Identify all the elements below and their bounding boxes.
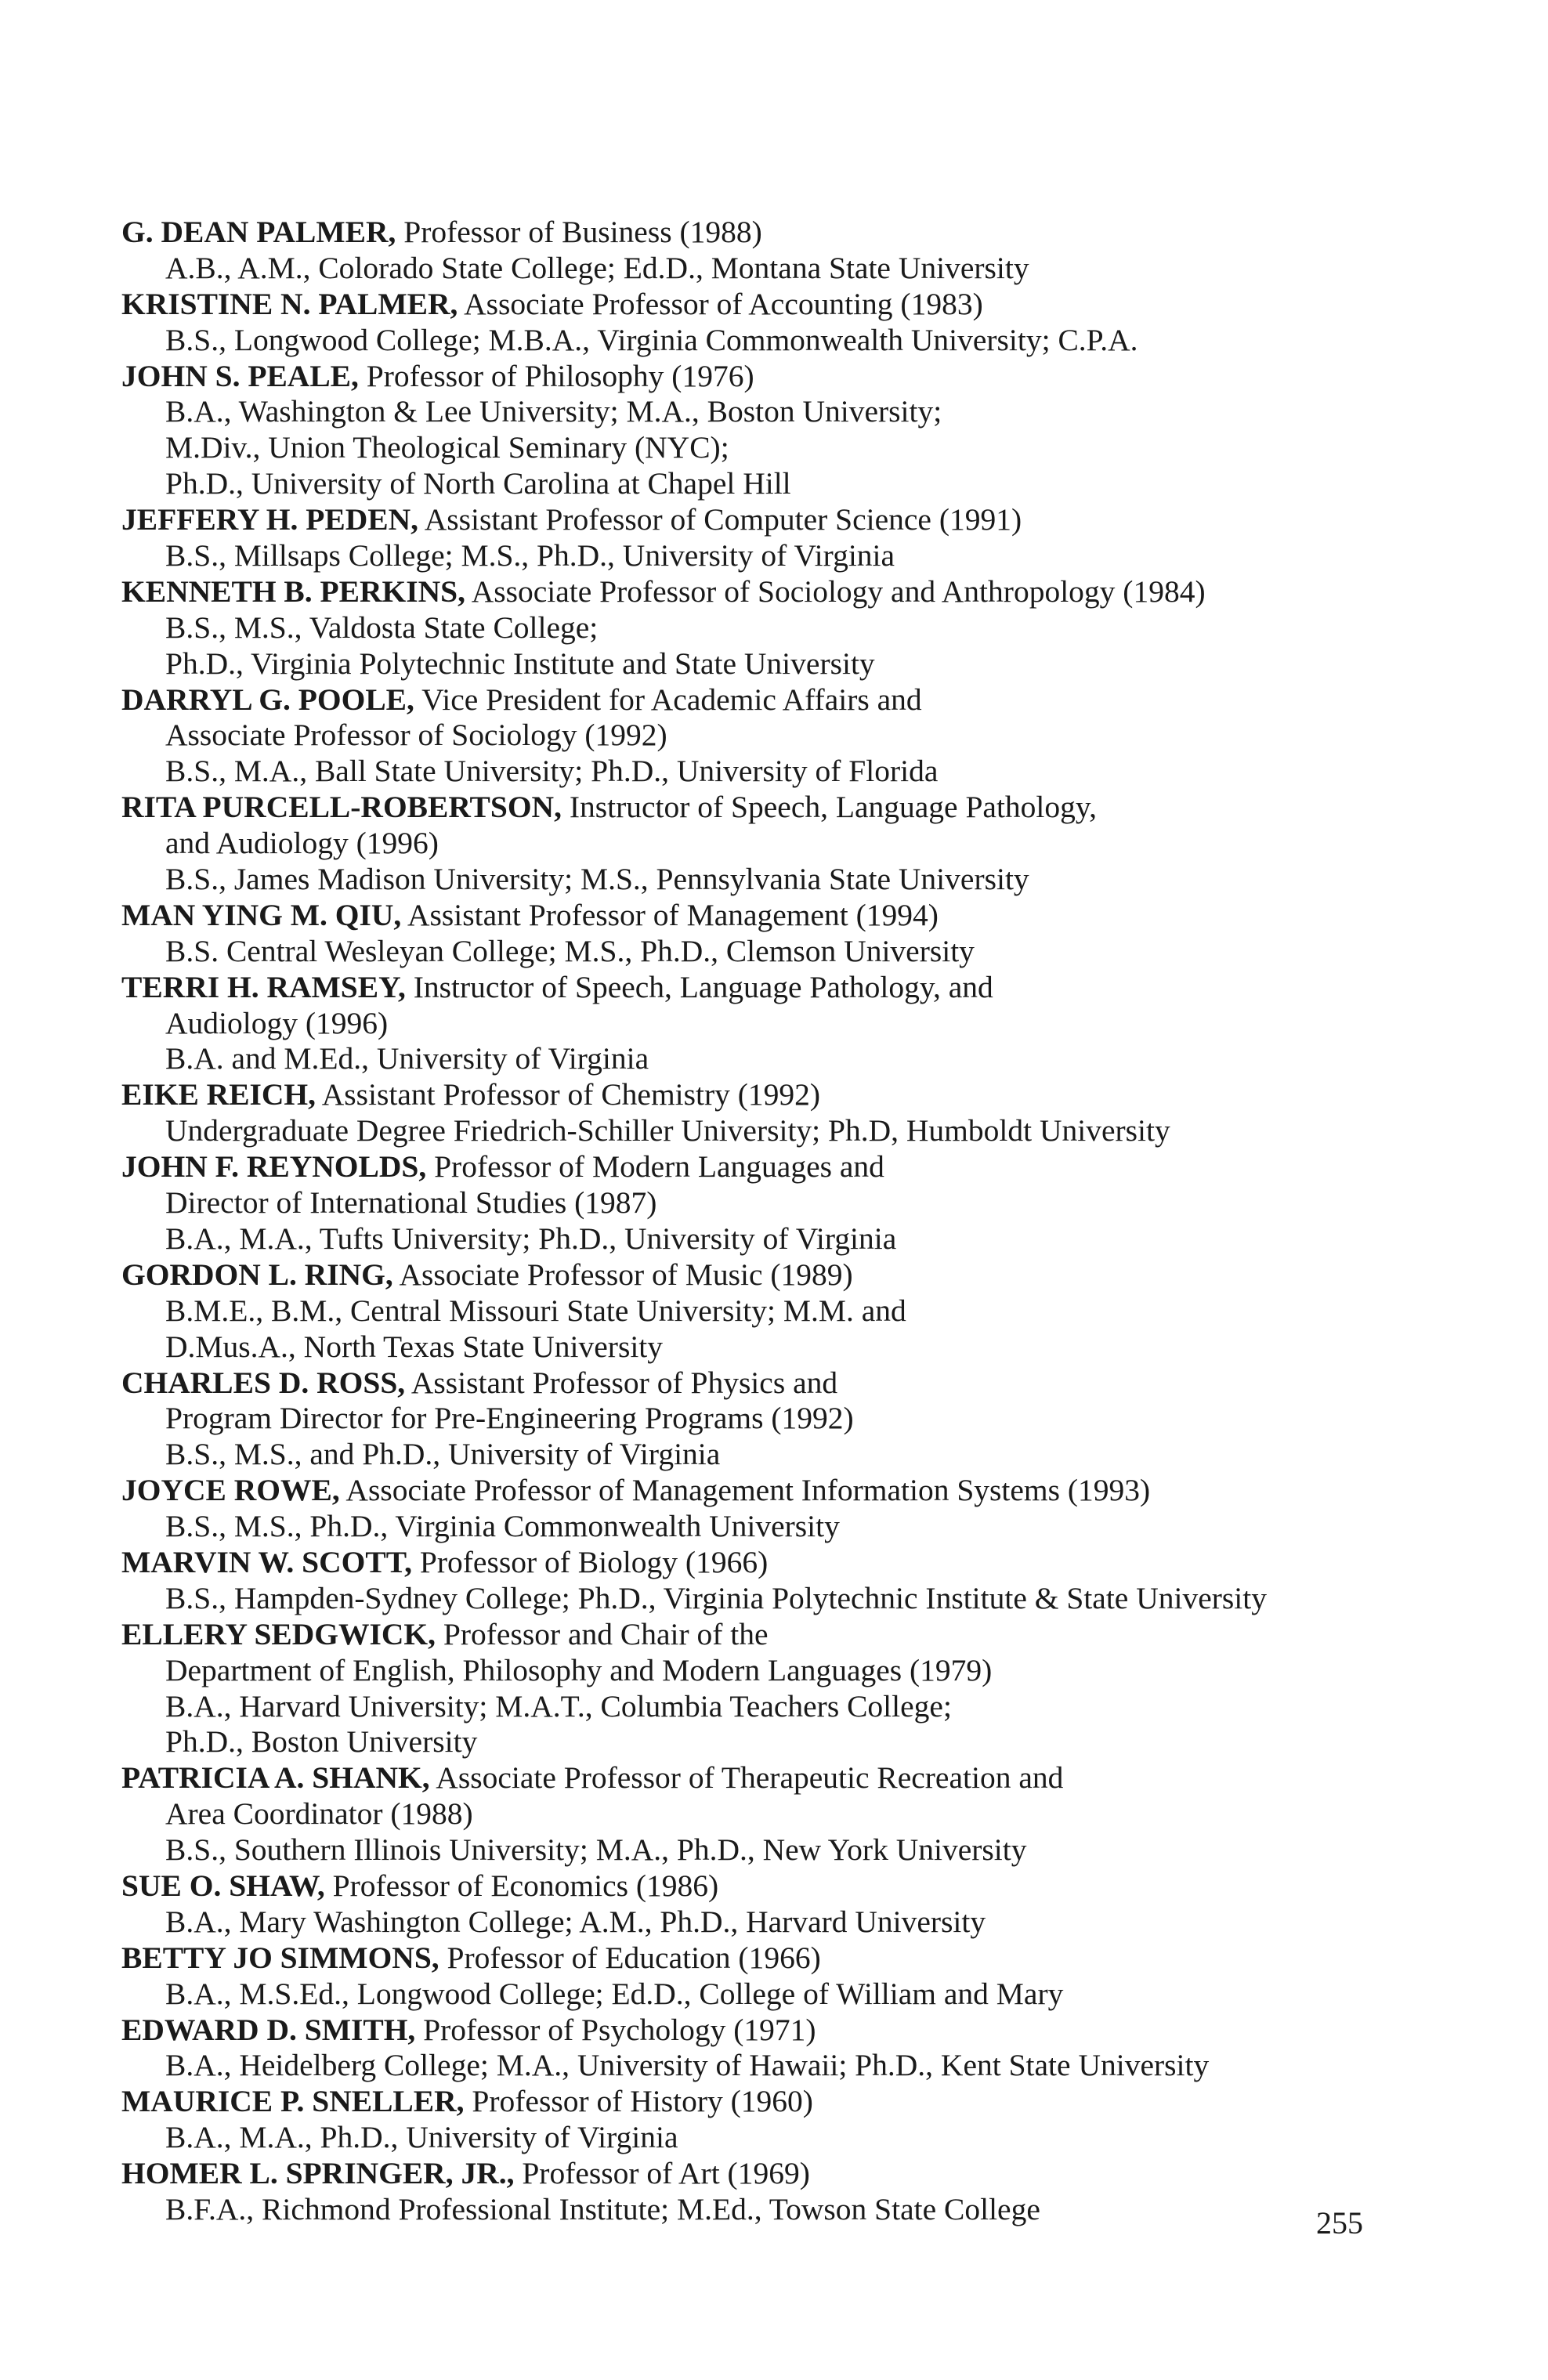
faculty-title: Associate Professor of Sociology and Anthropology (1984)	[471, 573, 1206, 609]
entry-heading	[121, 1545, 1453, 1581]
faculty-name: PATRICIA A. SHANK,	[121, 1760, 430, 1796]
faculty-title: Associate Professor of Therapeutic Recreation and	[436, 1760, 1064, 1796]
faculty-name: TERRI H. RAMSEY,	[121, 969, 406, 1004]
faculty-entry	[121, 1617, 1453, 1761]
faculty-title: Associate Professor of Management Information Systems (1993)	[345, 1473, 1151, 1508]
faculty-name: DARRYL G. POOLE,	[121, 682, 414, 717]
entry-heading	[121, 1365, 1453, 1402]
faculty-title: Professor and Chair of the	[443, 1616, 769, 1651]
faculty-title-continued: Department of English, Philosophy and Modern Languages (1979)	[165, 1652, 993, 1687]
entry-heading	[121, 682, 1453, 718]
faculty-degrees: M.Div., Union Theological Seminary (NYC);	[165, 430, 729, 465]
faculty-degrees: B.F.A., Richmond Professional Institute; M.Ed., Towson State College	[165, 2191, 1040, 2226]
entry-heading	[121, 1473, 1453, 1509]
faculty-degrees: B.S., Hampden-Sydney College; Ph.D., Virginia Polytechnic Institute & State University	[165, 1580, 1267, 1615]
faculty-entry	[121, 1149, 1453, 1257]
faculty-title-continued: Director of International Studies (1987)	[165, 1185, 657, 1221]
entry-heading	[121, 359, 1453, 395]
entry-heading	[121, 1257, 1453, 1293]
entry-heading	[121, 1760, 1453, 1796]
entry-heading	[121, 1149, 1453, 1185]
page-number: 255	[1316, 2205, 1363, 2241]
faculty-entry	[121, 1257, 1453, 1365]
entry-heading	[121, 970, 1453, 1006]
faculty-degrees: A.B., A.M., Colorado State College; Ed.D., Montana State University	[165, 250, 1029, 285]
faculty-degrees: B.A., M.A., Ph.D., University of Virginia	[165, 2120, 678, 2155]
faculty-degrees: B.A., M.S.Ed., Longwood College; Ed.D., College of William and Mary	[165, 1976, 1064, 2011]
faculty-title: Professor of Modern Languages and	[434, 1149, 884, 1185]
faculty-title-continued: Area Coordinator (1988)	[165, 1796, 473, 1832]
faculty-entry	[121, 2084, 1453, 2156]
faculty-name: ELLERY SEDGWICK,	[121, 1616, 436, 1651]
faculty-degrees: B.M.E., B.M., Central Missouri State University; M.M. and	[165, 1293, 906, 1328]
faculty-entry	[121, 970, 1453, 1078]
faculty-title: Professor of Business (1988)	[403, 215, 762, 249]
entry-heading	[121, 1868, 1453, 1904]
faculty-degrees: B.S., M.S., and Ph.D., University of Virginia	[165, 1437, 721, 1472]
faculty-entry	[121, 287, 1453, 359]
faculty-entry	[121, 2156, 1453, 2228]
faculty-title: Assistant Professor of Physics and	[411, 1365, 838, 1400]
faculty-title: Professor of Economics (1986)	[332, 1868, 719, 1903]
faculty-title: Professor of Biology (1966)	[419, 1544, 769, 1579]
faculty-degrees: B.A., Harvard University; M.A.T., Columbia Teachers College;	[165, 1688, 952, 1724]
faculty-degrees: D.Mus.A., North Texas State University	[165, 1329, 664, 1364]
faculty-title: Vice President for Academic Affairs and	[421, 682, 922, 717]
faculty-degrees: Ph.D., University of North Carolina at Chapel Hill	[165, 466, 791, 501]
faculty-entry	[121, 1473, 1453, 1545]
faculty-name: KRISTINE N. PALMER,	[121, 286, 458, 321]
faculty-degrees: B.A., M.A., Tufts University; Ph.D., University of Virginia	[165, 1221, 897, 1256]
faculty-name: CHARLES D. ROSS,	[121, 1365, 406, 1400]
faculty-name: KENNETH B. PERKINS,	[121, 573, 465, 609]
entry-heading	[121, 2013, 1453, 2049]
faculty-name: GORDON L. RING,	[121, 1257, 393, 1292]
faculty-title: Professor of History (1960)	[472, 2084, 813, 2119]
faculty-title: Associate Professor of Music (1989)	[399, 1257, 853, 1292]
faculty-degrees: B.A., Heidelberg College; M.A., University of Hawaii; Ph.D., Kent State University	[165, 2048, 1210, 2083]
faculty-name: JOHN S. PEALE,	[121, 358, 359, 393]
faculty-name: G. DEAN PALMER,	[121, 215, 396, 249]
faculty-degrees: Ph.D., Virginia Polytechnic Institute and State University	[165, 646, 875, 681]
faculty-degrees: B.A., Mary Washington College; A.M., Ph.D., Harvard University	[165, 1904, 986, 1939]
faculty-title: Associate Professor of Accounting (1983)	[464, 286, 983, 321]
faculty-entry	[121, 502, 1453, 574]
faculty-degrees: Ph.D., Boston University	[165, 1724, 478, 1760]
entry-heading	[121, 2156, 1453, 2192]
entry-heading	[121, 574, 1453, 610]
entry-heading	[121, 790, 1453, 826]
faculty-degrees: B.S., Millsaps College; M.S., Ph.D., University of Virginia	[165, 538, 895, 573]
faculty-name: RITA PURCELL-ROBERTSON,	[121, 790, 562, 825]
faculty-name: EDWARD D. SMITH,	[121, 2012, 416, 2047]
faculty-entry	[121, 1760, 1453, 1868]
faculty-title: Assistant Professor of Chemistry (1992)	[321, 1077, 821, 1112]
faculty-entry	[121, 1077, 1453, 1149]
faculty-entry	[121, 898, 1453, 970]
faculty-title: Professor of Psychology (1971)	[423, 2012, 816, 2047]
faculty-entry	[121, 790, 1453, 898]
faculty-degrees: B.A., Washington & Lee University; M.A., Boston University;	[165, 394, 942, 429]
faculty-degrees: B.S., Southern Illinois University; M.A., Ph.D., New York University	[165, 1832, 1027, 1868]
faculty-entry	[121, 1365, 1453, 1474]
faculty-entry	[121, 215, 1453, 287]
faculty-name: JOYCE ROWE,	[121, 1473, 340, 1508]
entry-heading	[121, 287, 1453, 323]
faculty-name: JEFFERY H. PEDEN,	[121, 502, 418, 537]
entry-heading	[121, 2084, 1453, 2120]
faculty-entry	[121, 1545, 1453, 1617]
faculty-title-continued: Program Director for Pre-Engineering Programs (1992)	[165, 1401, 854, 1436]
faculty-title-continued: and Audiology (1996)	[165, 826, 439, 861]
faculty-title-continued: Audiology (1996)	[165, 1005, 389, 1040]
faculty-degrees: B.S., James Madison University; M.S., Pennsylvania State University	[165, 862, 1029, 897]
faculty-title: Professor of Art (1969)	[522, 2156, 810, 2191]
faculty-name: HOMER L. SPRINGER, JR.,	[121, 2156, 515, 2191]
faculty-entry	[121, 682, 1453, 790]
entry-heading	[121, 1617, 1453, 1653]
faculty-title: Professor of Education (1966)	[447, 1940, 821, 1975]
faculty-name: MAURICE P. SNELLER,	[121, 2084, 465, 2119]
faculty-title: Assistant Professor of Management (1994)	[407, 897, 939, 932]
faculty-degrees: B.S., M.S., Ph.D., Virginia Commonwealth University	[165, 1509, 840, 1544]
entry-heading	[121, 215, 1453, 251]
faculty-title-continued: Associate Professor of Sociology (1992)	[165, 718, 667, 753]
faculty-degrees: B.S., Longwood College; M.B.A., Virginia Commonwealth University; C.P.A.	[165, 322, 1138, 357]
faculty-name: MARVIN W. SCOTT,	[121, 1544, 413, 1579]
faculty-entry	[121, 1868, 1453, 1941]
entry-heading	[121, 1941, 1453, 1977]
faculty-title: Assistant Professor of Computer Science (1991)	[424, 502, 1022, 537]
faculty-name: JOHN F. REYNOLDS,	[121, 1149, 427, 1185]
faculty-entry	[121, 359, 1453, 503]
faculty-title: Instructor of Speech, Language Pathology,	[569, 790, 1097, 825]
faculty-listing	[121, 215, 1453, 2228]
entry-heading	[121, 502, 1453, 538]
faculty-degrees: B.S., M.S., Valdosta State College;	[165, 609, 599, 645]
faculty-name: BETTY JO SIMMONS,	[121, 1940, 439, 1975]
faculty-entry	[121, 2013, 1453, 2085]
faculty-name: EIKE REICH,	[121, 1077, 316, 1112]
faculty-degrees: B.A. and M.Ed., University of Virginia	[165, 1041, 649, 1076]
faculty-name: MAN YING M. QIU,	[121, 897, 402, 932]
faculty-degrees: Undergraduate Degree Friedrich-Schiller University; Ph.D, Humboldt University	[165, 1113, 1170, 1148]
faculty-title: Professor of Philosophy (1976)	[366, 358, 754, 393]
faculty-name: SUE O. SHAW,	[121, 1868, 325, 1903]
faculty-degrees: B.S. Central Wesleyan College; M.S., Ph.D., Clemson University	[165, 933, 975, 968]
faculty-entry	[121, 574, 1453, 682]
faculty-entry	[121, 1941, 1453, 2013]
faculty-degrees: B.S., M.A., Ball State University; Ph.D., University of Florida	[165, 754, 939, 789]
entry-heading	[121, 1077, 1453, 1113]
entry-heading	[121, 898, 1453, 934]
faculty-title: Instructor of Speech, Language Pathology, and	[413, 969, 993, 1004]
